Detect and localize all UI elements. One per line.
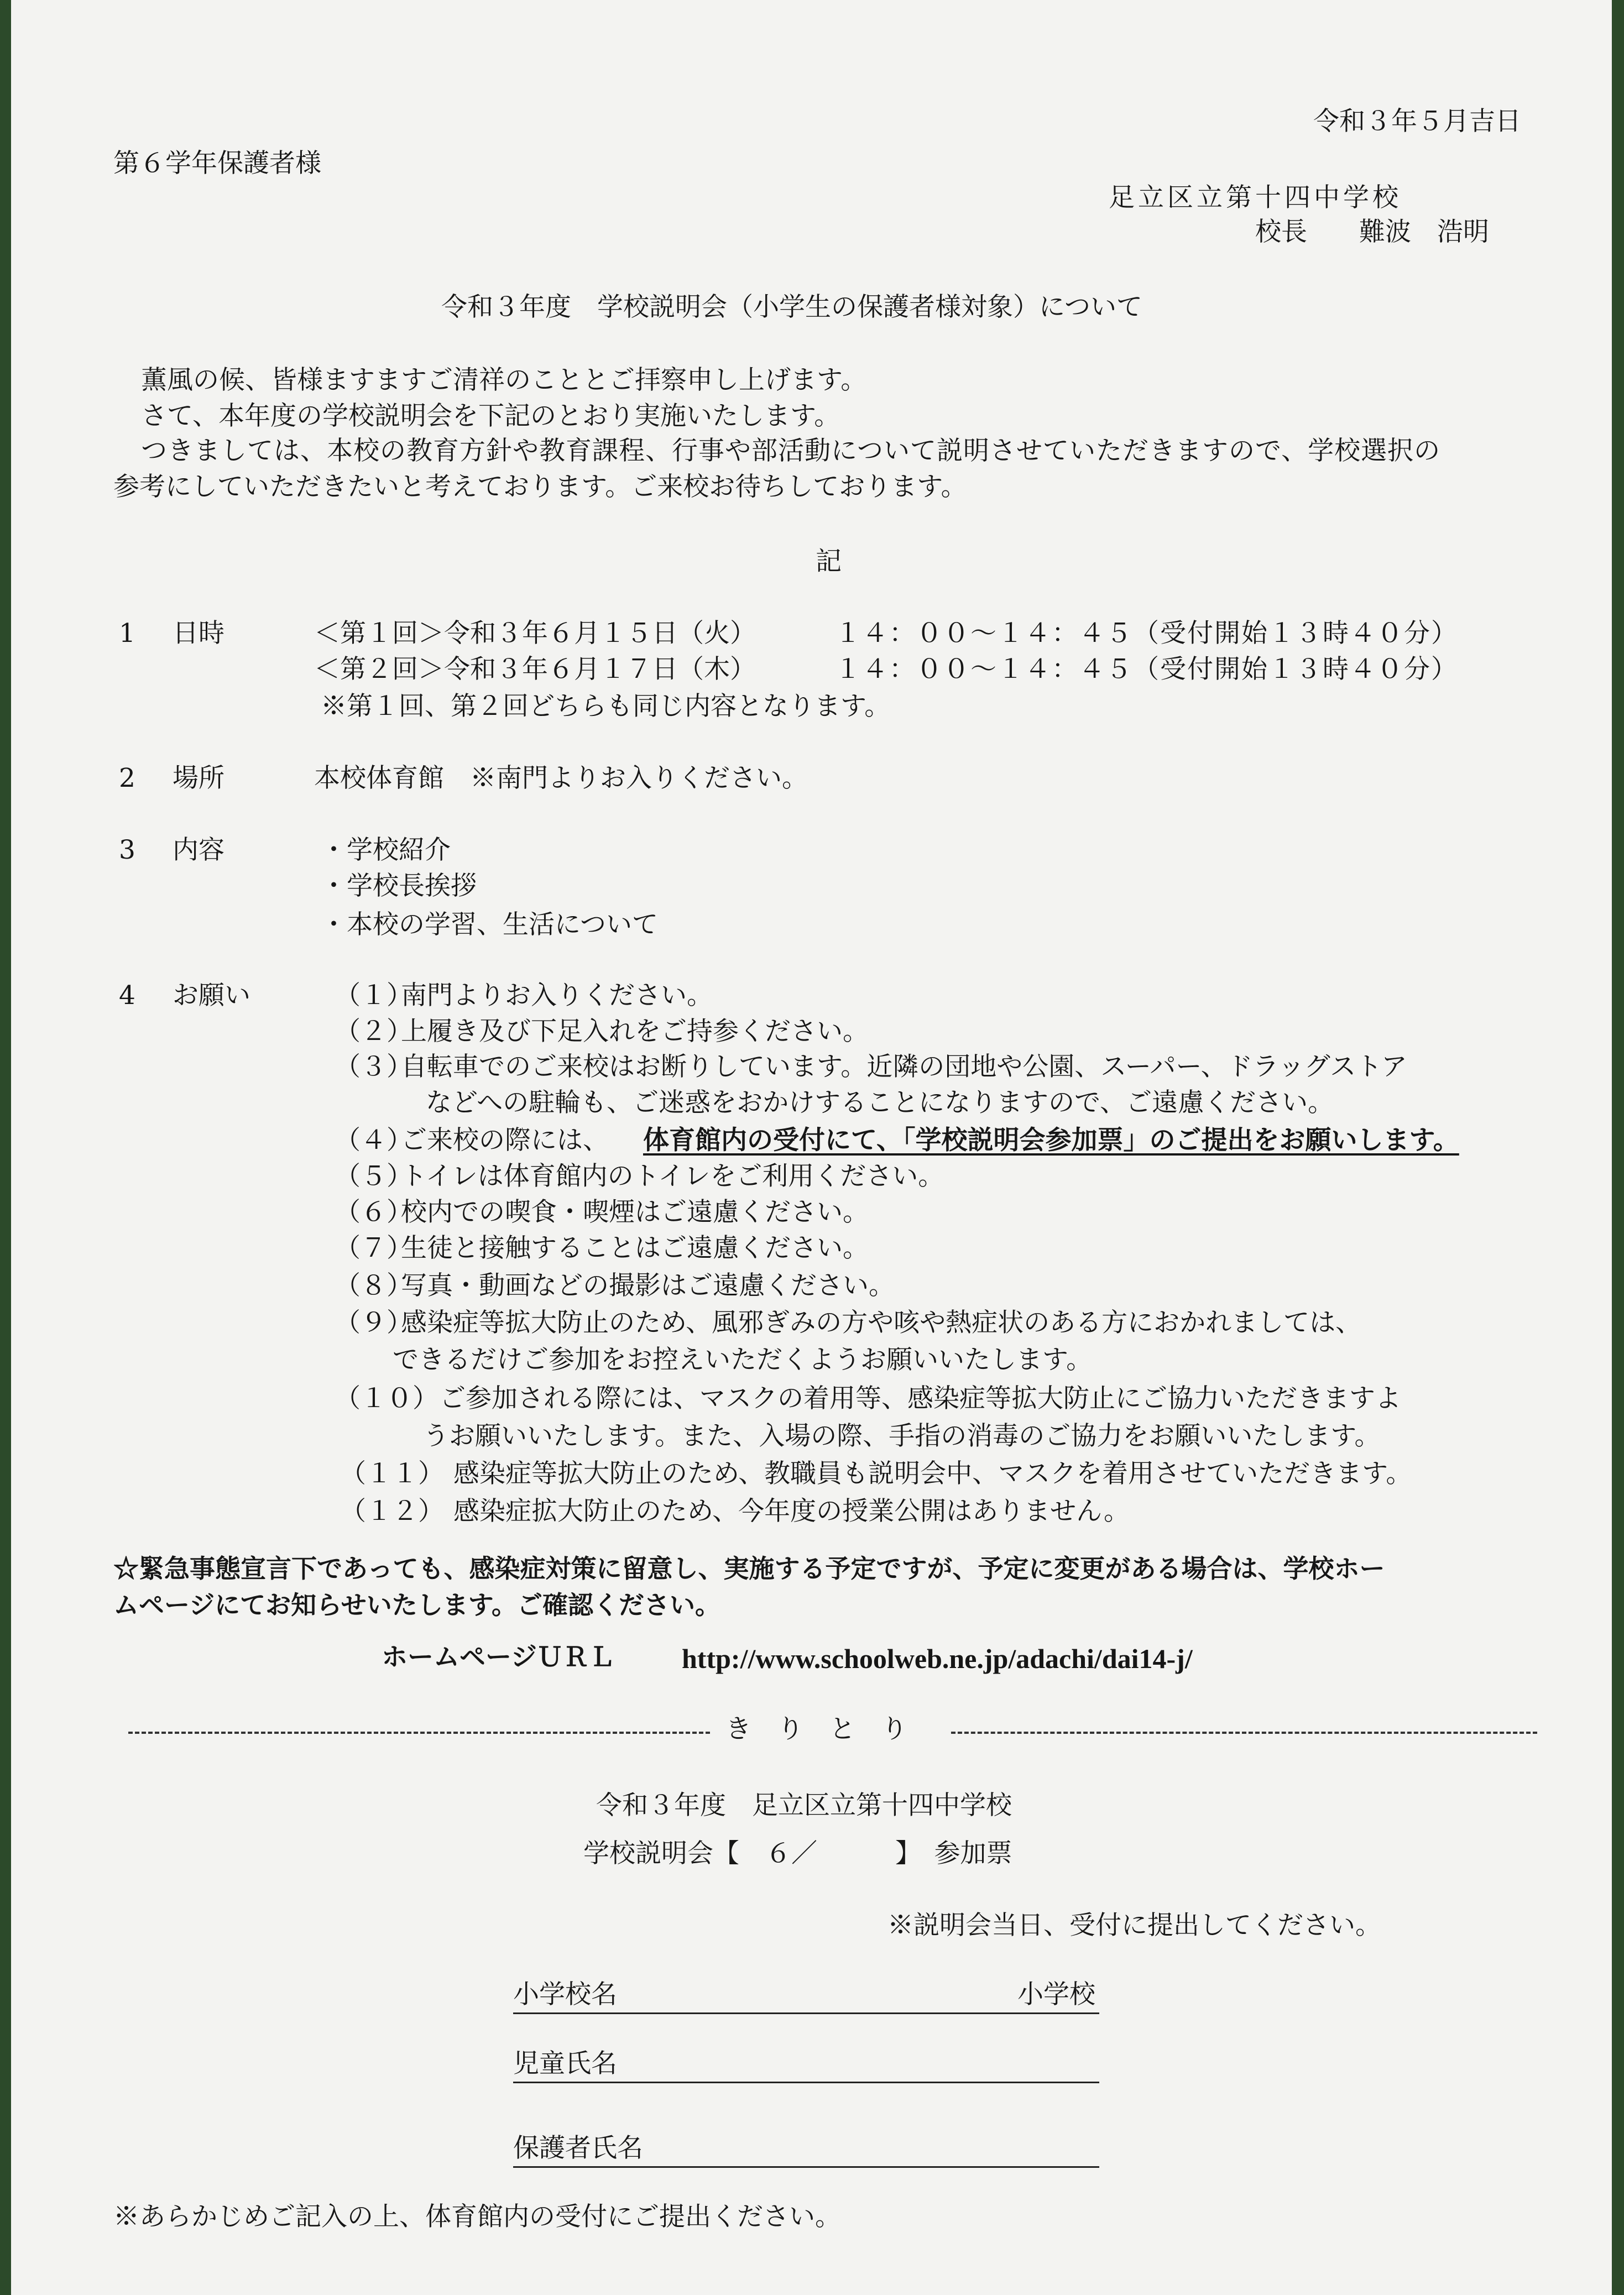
school-name: 足立区立第十四中学校 (1109, 182, 1402, 213)
request-number: （６） (335, 1197, 412, 1227)
request-text: 感染症等拡大防止のため、教職員も説明会中、マスクを着用させていただきます。 (453, 1458, 1412, 1489)
content-item-3: ・本校の学習、生活について (321, 909, 659, 940)
recipient: 第６学年保護者様 (113, 148, 321, 179)
request-number: （１０） (335, 1383, 438, 1414)
request-text: 写真・動画などの撮影はご遠慮ください。 (401, 1271, 895, 1301)
parent-name-label: 保護者氏名 (513, 2133, 643, 2163)
request-text-continued: などへの駐輪も、ご迷惑をおかけすることになりますので、ご遠慮ください。 (426, 1088, 1334, 1118)
request-number: （４） (335, 1125, 412, 1156)
ki-heading: 記 (816, 546, 842, 577)
section-4-label: お願い (173, 980, 250, 1011)
request-number: （１２） (340, 1496, 444, 1526)
homepage-label: ホームページＵＲＬ (382, 1642, 615, 1672)
school-name-suffix: 小学校 (1017, 1979, 1095, 2010)
child-name-label: 児童氏名 (513, 2048, 617, 2079)
request-number: （３） (335, 1052, 412, 1082)
request-text: 校内での喫食・喫煙はご遠慮ください。 (401, 1197, 869, 1227)
session-1-date: ＜第１回＞令和３年６月１５日（火） (314, 618, 756, 649)
request-text: 感染症拡大防止のため、今年度の授業公開はありません。 (453, 1496, 1130, 1526)
place-text: 本校体育館 ※南門よりお入りください。 (314, 763, 808, 793)
request-text: 生徒と接触することはご遠慮ください。 (401, 1233, 869, 1263)
homepage-link[interactable]: http://www.schoolweb.ne.jp/adachi/dai14-j/ (682, 1643, 1193, 1674)
cut-line-left (128, 1732, 710, 1734)
request-text: 感染症等拡大防止のため、風邪ぎみの方や咳や熱症状のある方におかれましては、 (401, 1308, 1362, 1338)
request-text: ご来校の際には、 (401, 1125, 609, 1156)
session-2-time: １４：００～１４：４５（受付開始１３時４０分） (835, 654, 1458, 684)
request-emphasis: 体育館内の受付にて、「学校説明会参加票」のご提出をお願いします。 (643, 1125, 1459, 1156)
emergency-notice-line-1: ☆緊急事態宣言下であっても、感染症対策に留意し、実施する予定ですが、予定に変更がある場合は、学校ホー (113, 1554, 1385, 1583)
session-2-date: ＜第２回＞令和３年６月１７日（木） (314, 654, 756, 684)
school-name-label: 小学校名 (513, 1979, 617, 2010)
intro-line-3: つきましては、本校の教育方針や教育課程、行事や部活動について説明させていただきますので、学校選択の (141, 436, 1441, 466)
document-page (11, 0, 1612, 2295)
issue-date: 令和３年５月吉日 (1313, 106, 1521, 137)
request-number: （９） (335, 1308, 412, 1338)
cut-label: き り と り (725, 1714, 907, 1744)
child-name-line (513, 2082, 1099, 2083)
request-number: （７） (335, 1233, 412, 1263)
section-3-label: 内容 (173, 835, 224, 865)
cut-line-right (951, 1732, 1537, 1734)
parent-name-line (513, 2166, 1099, 2168)
content-item-2: ・学校長挨拶 (321, 871, 477, 901)
slip-title-school: 令和３年度 足立区立第十四中学校 (596, 1790, 1012, 1821)
request-text: ご参加される際には、マスクの着用等、感染症等拡大防止にご協力いただきますよ (440, 1383, 1401, 1414)
slip-note: ※説明会当日、受付に提出してください。 (887, 1910, 1381, 1941)
section-2-number: 2 (119, 763, 135, 793)
session-1-time: １４：００～１４：４５（受付開始１３時４０分） (835, 618, 1458, 649)
school-name-line (513, 2012, 1099, 2014)
section-3-number: 3 (119, 835, 135, 865)
request-text-continued: うお願いいたします。また、入場の際、手指の消毒のご協力をお願いいたします。 (423, 1421, 1381, 1451)
request-text-continued: できるだけご参加をお控えいただくようお願いいたします。 (393, 1345, 1093, 1375)
principal-name: 校長 難波 浩明 (1255, 217, 1489, 247)
intro-line-1: 薫風の候、皆様ますますご清祥のこととご拝察申し上げます。 (141, 365, 867, 395)
section-1-number: 1 (119, 618, 135, 649)
request-number: （８） (335, 1271, 412, 1301)
slip-footer-note: ※あらかじめご記入の上、体育館内の受付にご提出ください。 (113, 2202, 841, 2232)
request-text: 上履き及び下足入れをご持参ください。 (401, 1016, 869, 1047)
request-number: （２） (335, 1016, 412, 1047)
request-text: トイレは体育館内のトイレをご利用ください。 (401, 1161, 944, 1191)
request-number: （５） (335, 1161, 412, 1191)
emergency-notice-line-2: ムページにてお知らせいたします。ご確認ください。 (113, 1590, 721, 1620)
section-1-label: 日時 (173, 618, 224, 649)
request-number: （１） (335, 980, 412, 1011)
content-item-1: ・学校紹介 (321, 835, 451, 865)
request-number: （１１） (340, 1458, 444, 1489)
section-4-number: 4 (119, 980, 135, 1011)
request-text: 自転車でのご来校はお断りしています。近隣の団地や公園、スーパー、ドラッグストア (401, 1052, 1407, 1082)
request-text: 南門よりお入りください。 (401, 980, 713, 1011)
document-title: 令和３年度 学校説明会（小学生の保護者様対象）について (441, 292, 1143, 322)
intro-line-4: 参考にしていただきたいと考えております。ご来校お待ちしております。 (113, 472, 967, 502)
intro-line-2: さて、本年度の学校説明会を下記のとおり実施いたします。 (141, 401, 840, 431)
session-note: ※第１回、第２回どちらも同じ内容となります。 (321, 691, 891, 722)
slip-title-form: 学校説明会【 ６／ 】 参加票 (583, 1838, 1012, 1869)
section-2-label: 場所 (173, 763, 224, 793)
